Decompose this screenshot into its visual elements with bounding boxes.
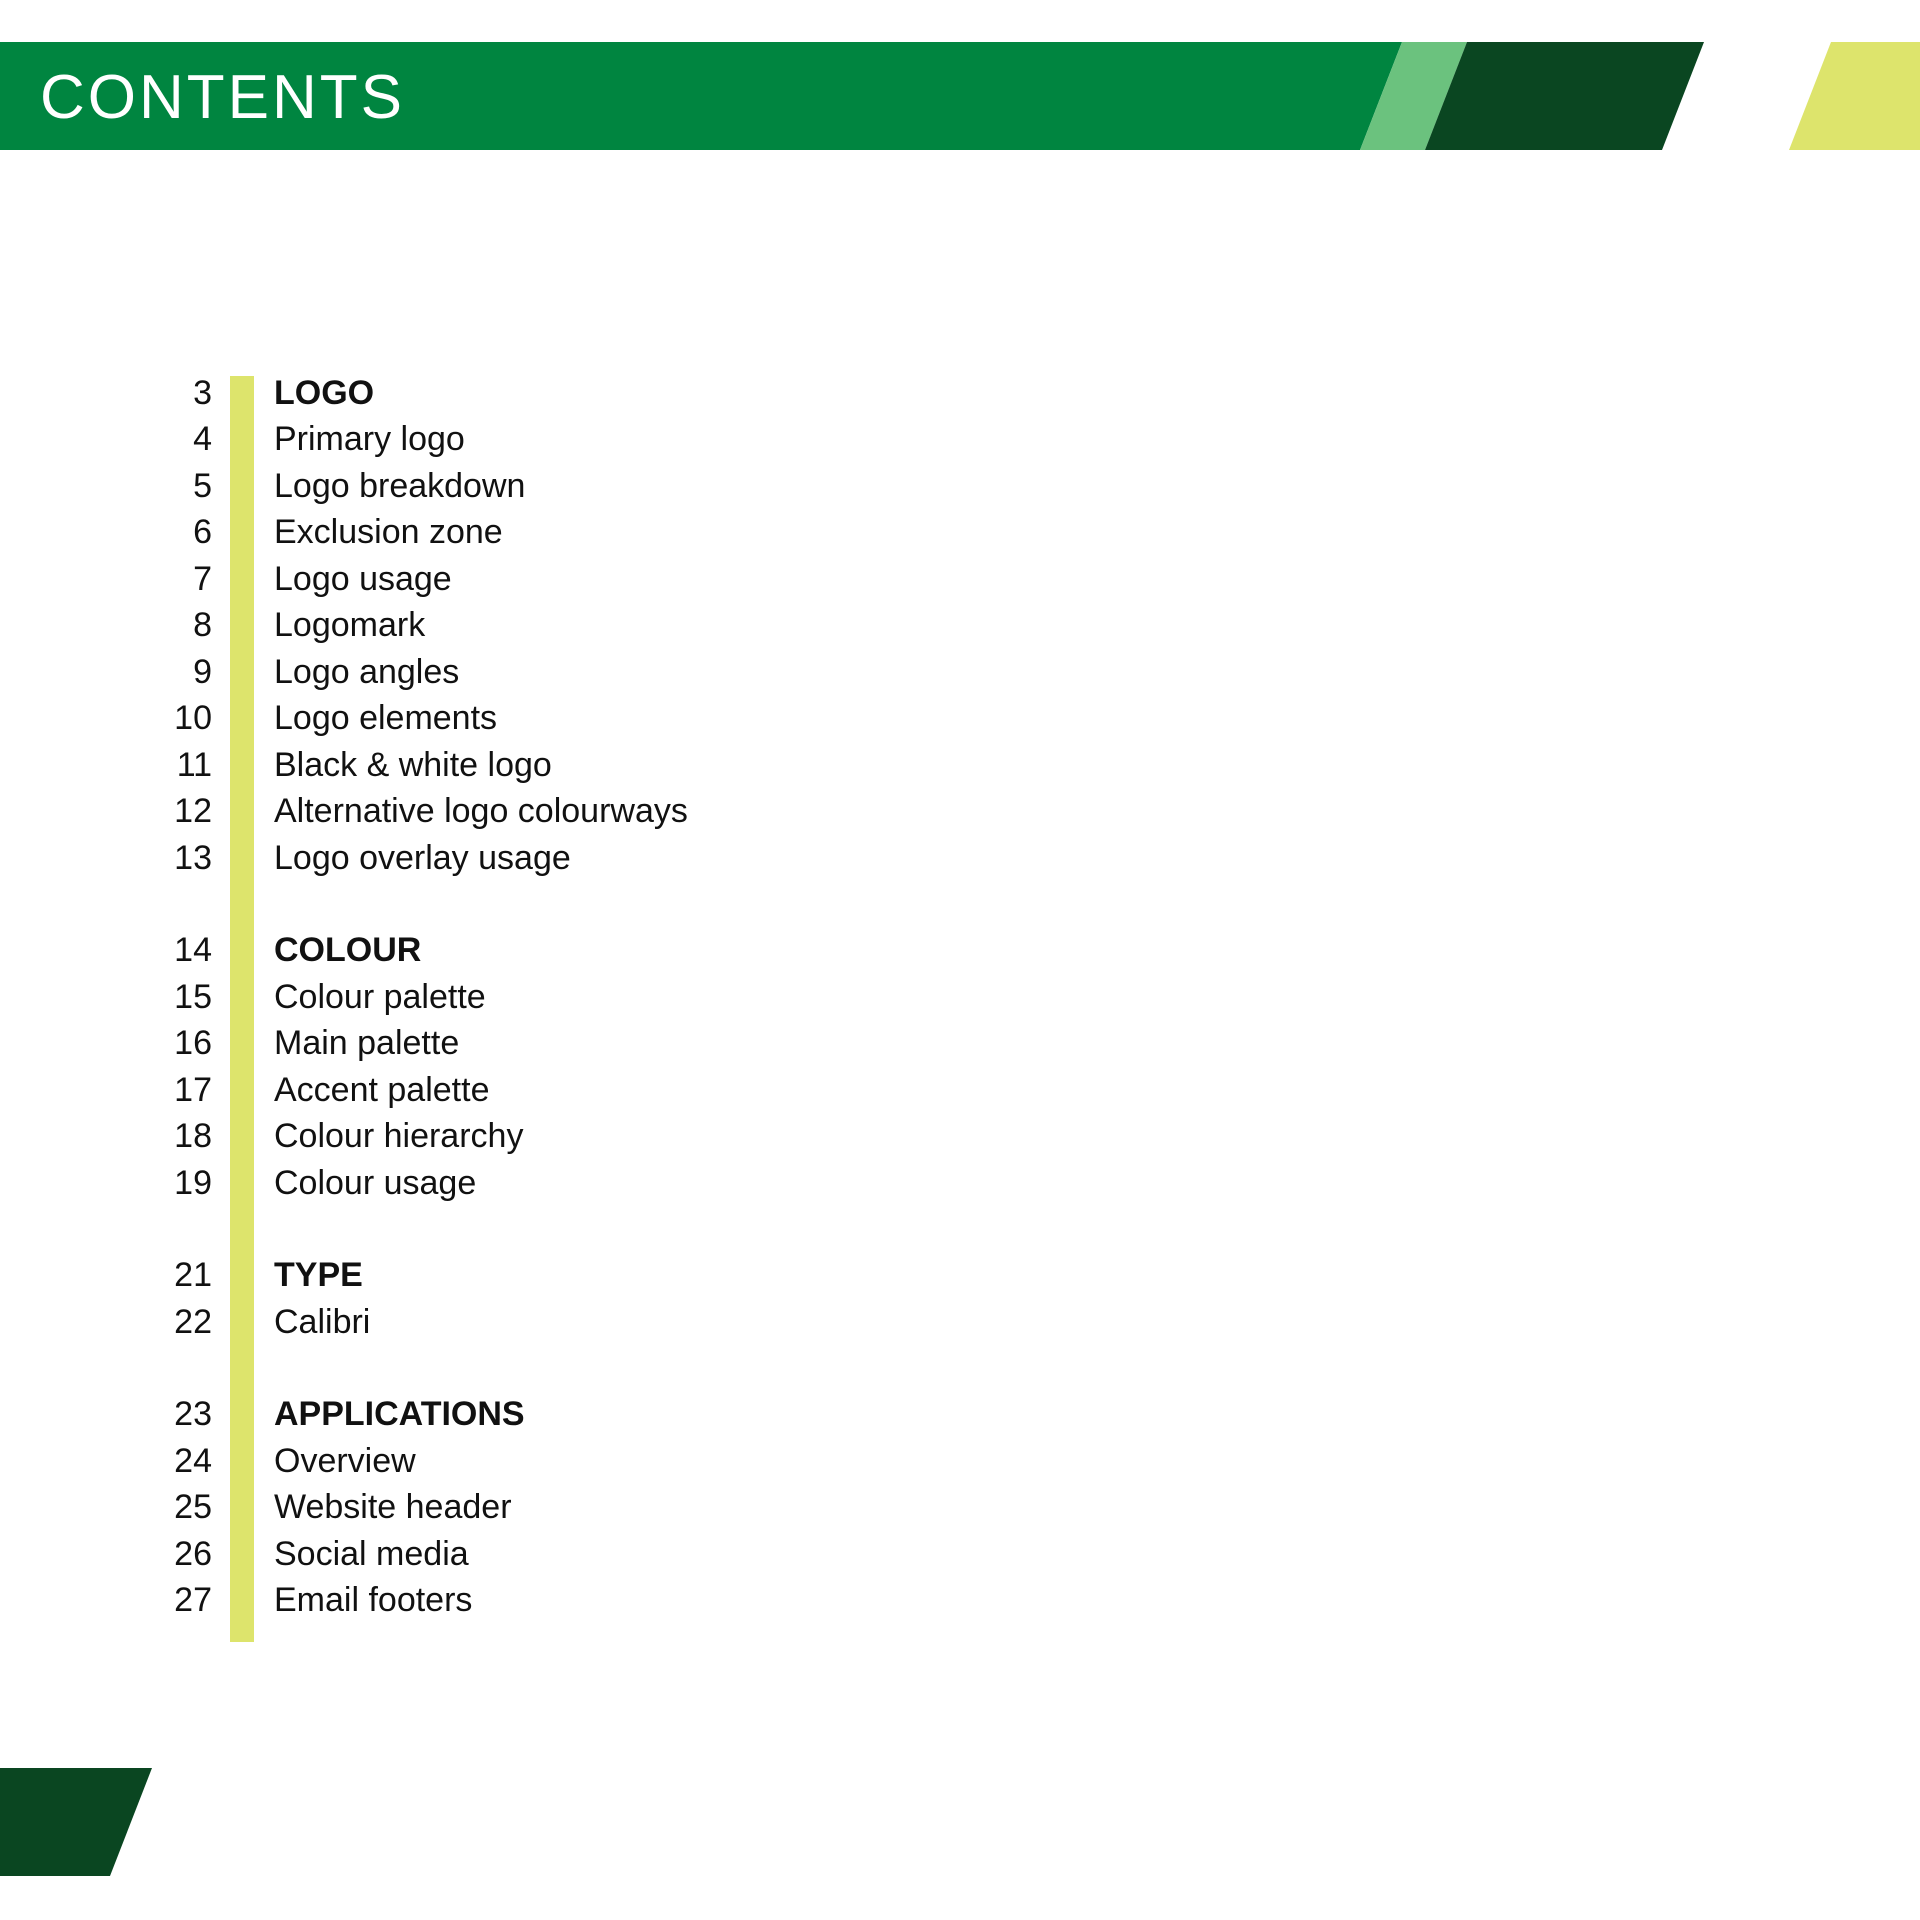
toc-heading-label: TYPE	[274, 1256, 363, 1295]
toc-entry[interactable]	[150, 463, 688, 510]
toc-entry[interactable]	[150, 789, 688, 836]
toc-entry-label: Email footers	[274, 1581, 473, 1620]
toc-entry[interactable]	[150, 510, 688, 557]
toc-page-number: 24	[174, 1441, 212, 1480]
toc-heading-label: COLOUR	[274, 931, 422, 970]
toc-heading-row[interactable]	[150, 928, 688, 975]
toc-page-number: 16	[174, 1024, 212, 1063]
toc-heading-row[interactable]	[150, 1392, 688, 1439]
toc-entry-label: Main palette	[274, 1024, 460, 1063]
toc-page-number: 14	[174, 931, 212, 970]
toc-entry[interactable]	[150, 1021, 688, 1068]
toc-entry[interactable]	[150, 1067, 688, 1114]
toc-entry-label: Alternative logo colourways	[274, 792, 688, 831]
toc-entry-label: Social media	[274, 1534, 469, 1573]
toc-entry-label: Overview	[274, 1441, 416, 1480]
toc-page-number: 22	[174, 1302, 212, 1341]
toc-entry-label: Logo overlay usage	[274, 838, 571, 877]
toc-entry-label: Colour hierarchy	[274, 1117, 524, 1156]
toc-page-number: 23	[174, 1395, 212, 1434]
toc-entry[interactable]	[150, 603, 688, 650]
footer-dark-green-block	[0, 1768, 152, 1876]
toc-page-number: 21	[174, 1256, 212, 1295]
toc-entry-label: Colour usage	[274, 1163, 477, 1202]
toc-page-number: 7	[193, 559, 212, 598]
footer-corner-accent	[0, 1768, 160, 1878]
toc-entry-label: Logo usage	[274, 559, 452, 598]
toc-page-number: 8	[193, 606, 212, 645]
page-title: CONTENTS	[40, 63, 405, 132]
toc-entry-label: Accent palette	[274, 1070, 490, 1109]
toc-page-number: 26	[174, 1534, 212, 1573]
toc-heading-row[interactable]	[150, 1253, 688, 1300]
toc-section-logo	[150, 370, 688, 882]
toc-entry[interactable]	[150, 1531, 688, 1578]
toc-entry-label: Exclusion zone	[274, 513, 503, 552]
toc-entry[interactable]	[150, 1114, 688, 1161]
toc-entry[interactable]	[150, 556, 688, 603]
toc-page-number: 15	[174, 977, 212, 1016]
toc-page-number: 27	[174, 1581, 212, 1620]
toc-entry-label: Logo breakdown	[274, 466, 526, 505]
toc-entry-label: Black & white logo	[274, 745, 552, 784]
toc-entry-label: Calibri	[274, 1302, 371, 1341]
toc-entry[interactable]	[150, 835, 688, 882]
toc-page-number: 4	[193, 420, 212, 459]
toc-heading-label: APPLICATIONS	[274, 1395, 525, 1434]
toc-page-number: 13	[174, 838, 212, 877]
toc-entry[interactable]	[150, 974, 688, 1021]
toc-entry[interactable]	[150, 1578, 688, 1625]
toc-entry[interactable]	[150, 417, 688, 464]
toc-page-number: 3	[193, 373, 212, 412]
toc-page-number: 11	[176, 745, 212, 784]
toc-page-number: 5	[193, 466, 212, 505]
toc-page-number: 6	[193, 513, 212, 552]
toc-entry[interactable]	[150, 1438, 688, 1485]
toc-entry[interactable]	[150, 1485, 688, 1532]
toc-page-number: 18	[174, 1117, 212, 1156]
toc-entry[interactable]	[150, 1299, 688, 1346]
toc-entry[interactable]	[150, 1160, 688, 1207]
toc-heading-label: LOGO	[274, 373, 375, 412]
toc-section-colour	[150, 928, 688, 1207]
toc-page-number: 12	[174, 792, 212, 831]
toc-section-applications	[150, 1392, 688, 1625]
banner-lime-block	[1789, 42, 1920, 150]
table-of-contents	[150, 370, 688, 1670]
toc-page-number: 10	[174, 699, 212, 738]
toc-heading-row[interactable]	[150, 370, 688, 417]
toc-entry-label: Logo angles	[274, 652, 460, 691]
toc-page-number: 25	[174, 1488, 212, 1527]
toc-section-type	[150, 1253, 688, 1346]
toc-entry-label: Logomark	[274, 606, 426, 645]
banner-dark-green-stripe	[1425, 42, 1704, 150]
toc-entry[interactable]	[150, 696, 688, 743]
toc-entry-label: Colour palette	[274, 977, 486, 1016]
toc-page-number: 9	[193, 652, 212, 691]
toc-entry-label: Website header	[274, 1488, 512, 1527]
toc-page-number: 17	[174, 1070, 212, 1109]
toc-entry[interactable]	[150, 742, 688, 789]
toc-page-number: 19	[174, 1163, 212, 1202]
toc-entry[interactable]	[150, 649, 688, 696]
toc-entry-label: Logo elements	[274, 699, 498, 738]
toc-entry-label: Primary logo	[274, 420, 465, 459]
